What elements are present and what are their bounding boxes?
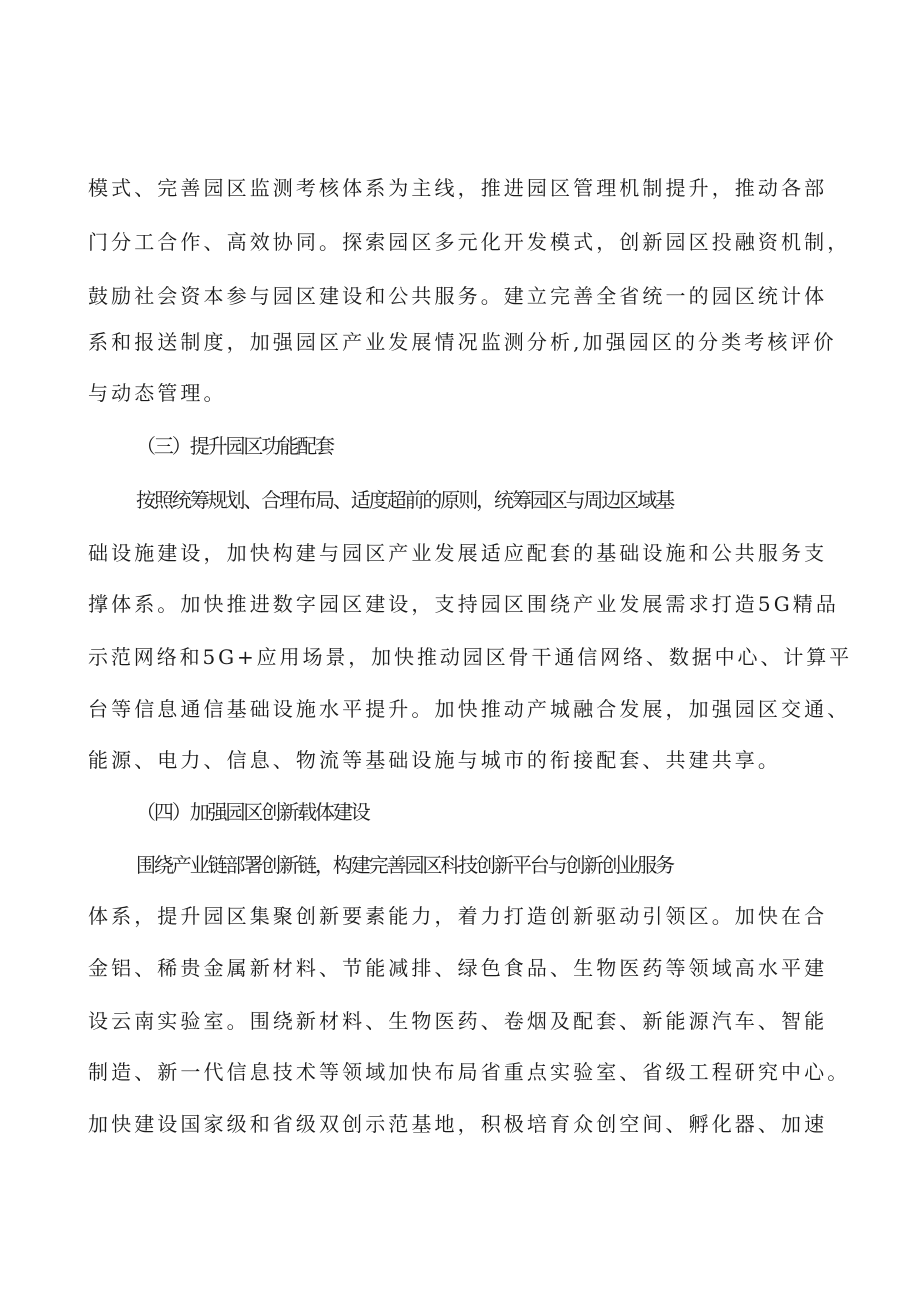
paragraph-line: 系和报送制度，加强园区产业发展情况监测分析,加强园区的分类考核评价: [88, 330, 837, 354]
paragraph-line: 加快建设国家级和省级双创示范基地，积极培育众创空间、孵化器、加速: [88, 1112, 828, 1136]
section-heading-3: （三）提升园区功能配套: [136, 434, 333, 458]
paragraph-line: 撑体系。加快推进数字园区建设，支持园区围绕产业发展需求打造5G精品: [88, 592, 840, 616]
paragraph-line: 围绕产业链部署创新链，构建完善园区科技创新平台与创新创业服务: [136, 853, 673, 877]
paragraph-line: 制造、新一代信息技术等领域加快布局省重点实验室、省级工程研究中心。: [88, 1060, 851, 1084]
paragraph-line: 鼓励社会资本参与园区建设和公共服务。建立完善全省统一的园区统计体: [88, 284, 828, 308]
paragraph-line: 金铝、稀贵金属新材料、节能减排、绿色食品、生物医药等领域高水平建: [88, 956, 828, 980]
paragraph-line: 模式、完善园区监测考核体系为主线，推进园区管理机制提升，推动各部: [88, 176, 828, 200]
paragraph-line: 门分工合作、高效协同。探索园区多元化开发模式，创新园区投融资机制，: [88, 230, 851, 254]
section-heading-4: （四）加强园区创新载体建设: [136, 800, 369, 824]
paragraph-line: 体系，提升园区集聚创新要素能力，着力打造创新驱动引领区。加快在合: [88, 904, 828, 928]
paragraph-line: 按照统筹规划、合理布局、适度超前的原则，统筹园区与周边区域基: [136, 488, 673, 512]
paragraph-line: 础设施建设，加快构建与园区产业发展适应配套的基础设施和公共服务支: [88, 541, 828, 565]
paragraph-line: 设云南实验室。围绕新材料、生物医药、卷烟及配套、新能源汽车、智能: [88, 1009, 828, 1033]
paragraph-line: 台等信息通信基础设施水平提升。加快推动产城融合发展，加强园区交通、: [88, 697, 851, 721]
paragraph-line: 与动态管理。: [88, 381, 227, 405]
paragraph-line: 能源、电力、信息、物流等基础设施与城市的衔接配套、共建共享。: [88, 748, 781, 772]
paragraph-line: 示范网络和5G+应用场景，加快推动园区骨干通信网络、数据中心、计算平: [88, 645, 853, 669]
